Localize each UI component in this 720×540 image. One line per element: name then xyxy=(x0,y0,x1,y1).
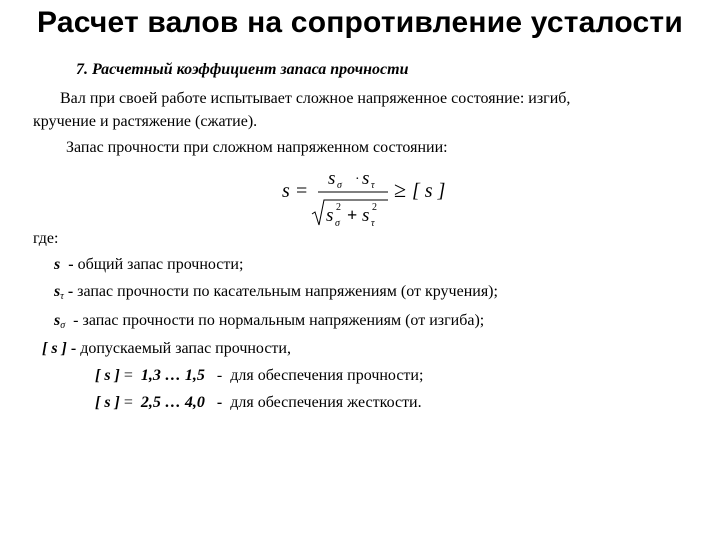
definition-symbol: s xyxy=(54,283,61,300)
definition-text: запас прочности по нормальным напряжениям (от изгиба); xyxy=(82,312,485,329)
formula-den-s: s xyxy=(362,205,370,226)
range-value: 2,5 … 4,0 xyxy=(140,394,205,411)
where-label: где: xyxy=(33,230,59,247)
formula-den-s: s xyxy=(326,205,334,226)
range-value: 1,3 … 1,5 xyxy=(140,367,205,384)
definition-symbol-sub: σ xyxy=(60,320,66,331)
definition-item xyxy=(42,340,291,358)
formula-num-s: s xyxy=(328,168,336,189)
formula-num-dot: · xyxy=(355,172,360,187)
safety-factor-formula xyxy=(280,162,446,232)
formula-den-sub-sigma: σ xyxy=(335,218,340,229)
definition-item xyxy=(54,312,484,331)
section-subtitle: 7. Расчетный коэффициент запаса прочности xyxy=(76,61,409,78)
formula-equals: = xyxy=(296,180,308,202)
paragraph-line: Запас прочности при сложном напряженном состоянии: xyxy=(66,139,448,156)
range-dash: - xyxy=(216,367,223,384)
range-text: для обеспечения прочности; xyxy=(230,367,424,384)
range-item xyxy=(95,394,422,412)
paragraph-line: кручение и растяжение (сжатие). xyxy=(33,113,258,130)
formula-den-sup: 2 xyxy=(372,202,377,213)
definition-item xyxy=(54,256,243,274)
page-title: Расчет валов на сопротивление усталости xyxy=(37,6,683,39)
range-equals: = xyxy=(123,367,133,384)
definition-item xyxy=(54,283,498,302)
formula-ge: ≥ xyxy=(394,177,407,202)
definition-dash: - xyxy=(68,256,74,273)
definition-text: запас прочности по касательным напряжениям (от кручения); xyxy=(77,283,498,300)
formula-den-sup: 2 xyxy=(336,202,341,213)
definition-dash: - xyxy=(73,312,79,329)
formula-num-sub-tau: τ xyxy=(371,180,375,191)
range-equals: = xyxy=(123,394,133,411)
formula-graphic xyxy=(280,162,446,232)
formula-rhs: [ s ] xyxy=(412,180,446,202)
range-item xyxy=(95,367,423,385)
range-symbol: [ s ] xyxy=(95,394,120,411)
definition-text: допускаемый запас прочности, xyxy=(80,340,291,357)
range-text: для обеспечения жесткости. xyxy=(230,394,422,411)
definition-text: общий запас прочности; xyxy=(77,256,244,273)
range-dash: - xyxy=(216,394,223,411)
definition-symbol: s xyxy=(54,312,61,329)
formula-den-sub-tau: τ xyxy=(371,218,375,229)
range-symbol: [ s ] xyxy=(95,367,120,384)
paragraph-line: Вал при своей работе испытывает сложное напряженное состояние: изгиб, xyxy=(60,90,571,107)
definition-symbol: s xyxy=(54,256,61,273)
definition-symbol: [ s ] xyxy=(42,340,67,357)
definition-dash: - xyxy=(67,283,74,300)
formula-num-s: s xyxy=(362,168,370,189)
formula-num-sub-sigma: σ xyxy=(337,180,342,191)
formula-lhs: s xyxy=(282,180,290,202)
definition-dash: - xyxy=(70,340,77,357)
definition-symbol-sub: τ xyxy=(60,291,64,302)
formula-plus: + xyxy=(347,205,358,225)
